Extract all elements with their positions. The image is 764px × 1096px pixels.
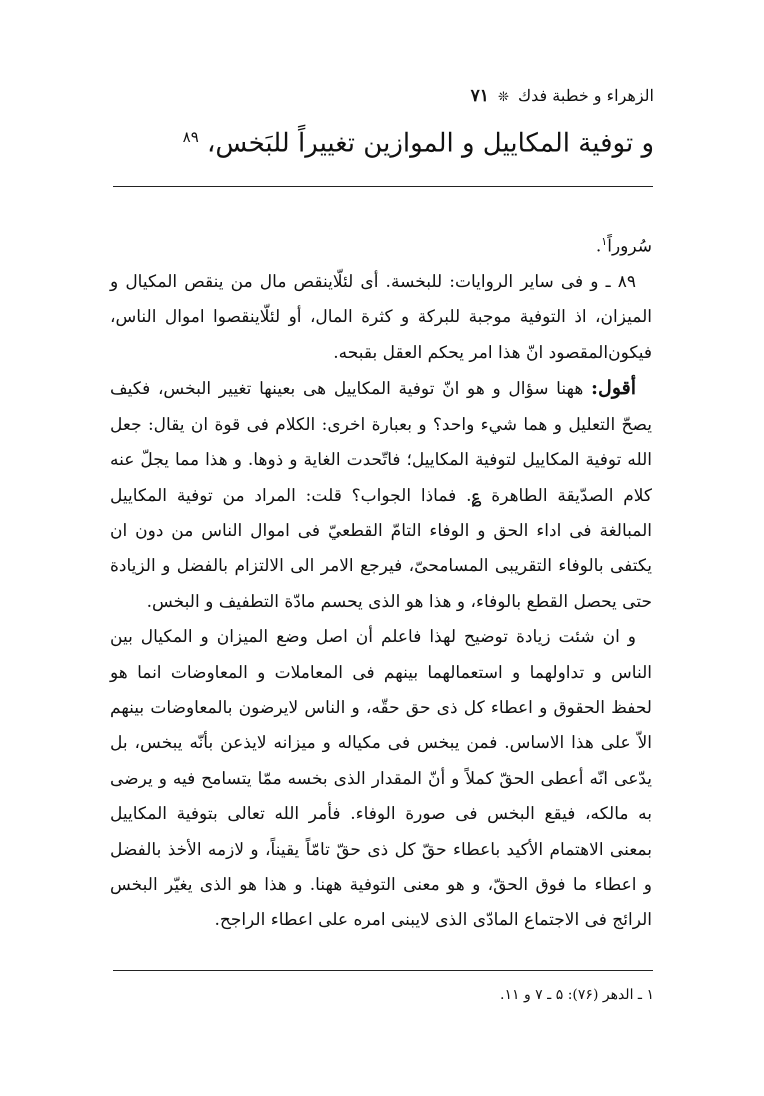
verse-text: و توفية المكاييل و الموازين تغييراً للبَخس، <box>207 128 654 159</box>
paragraph-2 <box>110 371 652 620</box>
running-head-title: الزهراء و خطبة فدك <box>517 86 654 105</box>
paragraph-3 <box>110 620 652 939</box>
footnote-reference: ۱ <box>601 235 608 248</box>
separator-star-icon: ❊ <box>497 90 509 105</box>
paragraph-3-text: و ان شئت زيادة توضيح لهذا فاعلم أن اصل وضع الميزان و المكيال بين الناس و تداولهما و استعمالهما بينهم فى المعاملات و المعاوضات انما هو لحفظ الحقوق و اعطاء كل ذى حق حقّه، و الناس لايرضون بالمعاوضات بينهم الاّ على هذا الاساس. فمن يبخس فى مكياله و ميزانه لايذعن بأنّه يبخس، بل يدّعى انّه أعطى الحقّ كملاً و أنّ المقدار الذى بخسه ممّا يتسامح فيه و يرضى به مالكه، فيقع البخس فى صورة الوفاء. فأمر الله تعالى بتوفية المكاييل بمعنى الاهتمام الأكيد باعطاء حقّ كل ذى حقّ تامّاً يقيناً، و لازمه الأخذ بالفضل و اعطاء ما فوق الحقّ، و هو معنى التوفية ههنا. و هذا هو الذى يغيّر البخس الرائج فى الاجتماع المادّى الذى لايبنى امره على اعطاء الراجح. <box>110 627 652 931</box>
verse-number: ۸۹ <box>182 128 199 146</box>
verse-line <box>183 128 654 159</box>
paragraph-2-text: ههنا سؤال و هو انّ توفية المكاييل هى بعينها تغيير البخس، فكيف يصحّ التعليل و هما شيء واحد؟ و بعبارة اخرى: الكلام فى قوة ان يقال: جعل الله توفية المكاييل لتوفية المكاييل؛ فاتّحدت الغاية و ذوها. و هذا مما يجلّ عنه كلام الصدّيقة الطاهرة ؏. فماذا الجواب؟ قلت: المراد من توفية المكاييل المبالغة فى اداء الحق و الوفاء التامّ القطعيّ فى اموال الناس من دون ان يكتفى بالوفاء التقريبى المسامحىّ، فيرجع الامر الى الالتزام بالفضل و الزيادة حتى يحصل القطع بالوفاء، و هذا هو الذى يحسم مادّة التطفيف و البخس. <box>110 379 652 612</box>
paragraph-1 <box>110 265 652 371</box>
running-head <box>471 86 654 106</box>
page-number: ۷۱ <box>470 86 489 106</box>
paragraph-2-lead: أقول: <box>591 377 636 400</box>
footnote: ۱ ـ الدهر (۷۶): ۵ ـ ۷ و ۱۱. <box>500 987 654 1003</box>
paragraph-1-text: ـ و فى ساير الروايات: للبخسة. أى لئلّاينقص مال من ينقص المكيال و الميزان، اذ التوفية موجبة للبركة و كثرة المال، أو لئلّاينقصوا اموال الناس، فيكون‌المقصود انّ هذا امر يحكم العقل بقبحه. <box>110 272 652 363</box>
continued-word: سُروراً <box>607 236 652 257</box>
paragraph-1-number: ۸۹ <box>617 272 636 293</box>
commentary-body <box>110 224 652 939</box>
continued-line: سُروراً$^۱$. <box>595 235 652 257</box>
top-divider <box>113 186 653 187</box>
footnote-divider <box>113 970 653 971</box>
